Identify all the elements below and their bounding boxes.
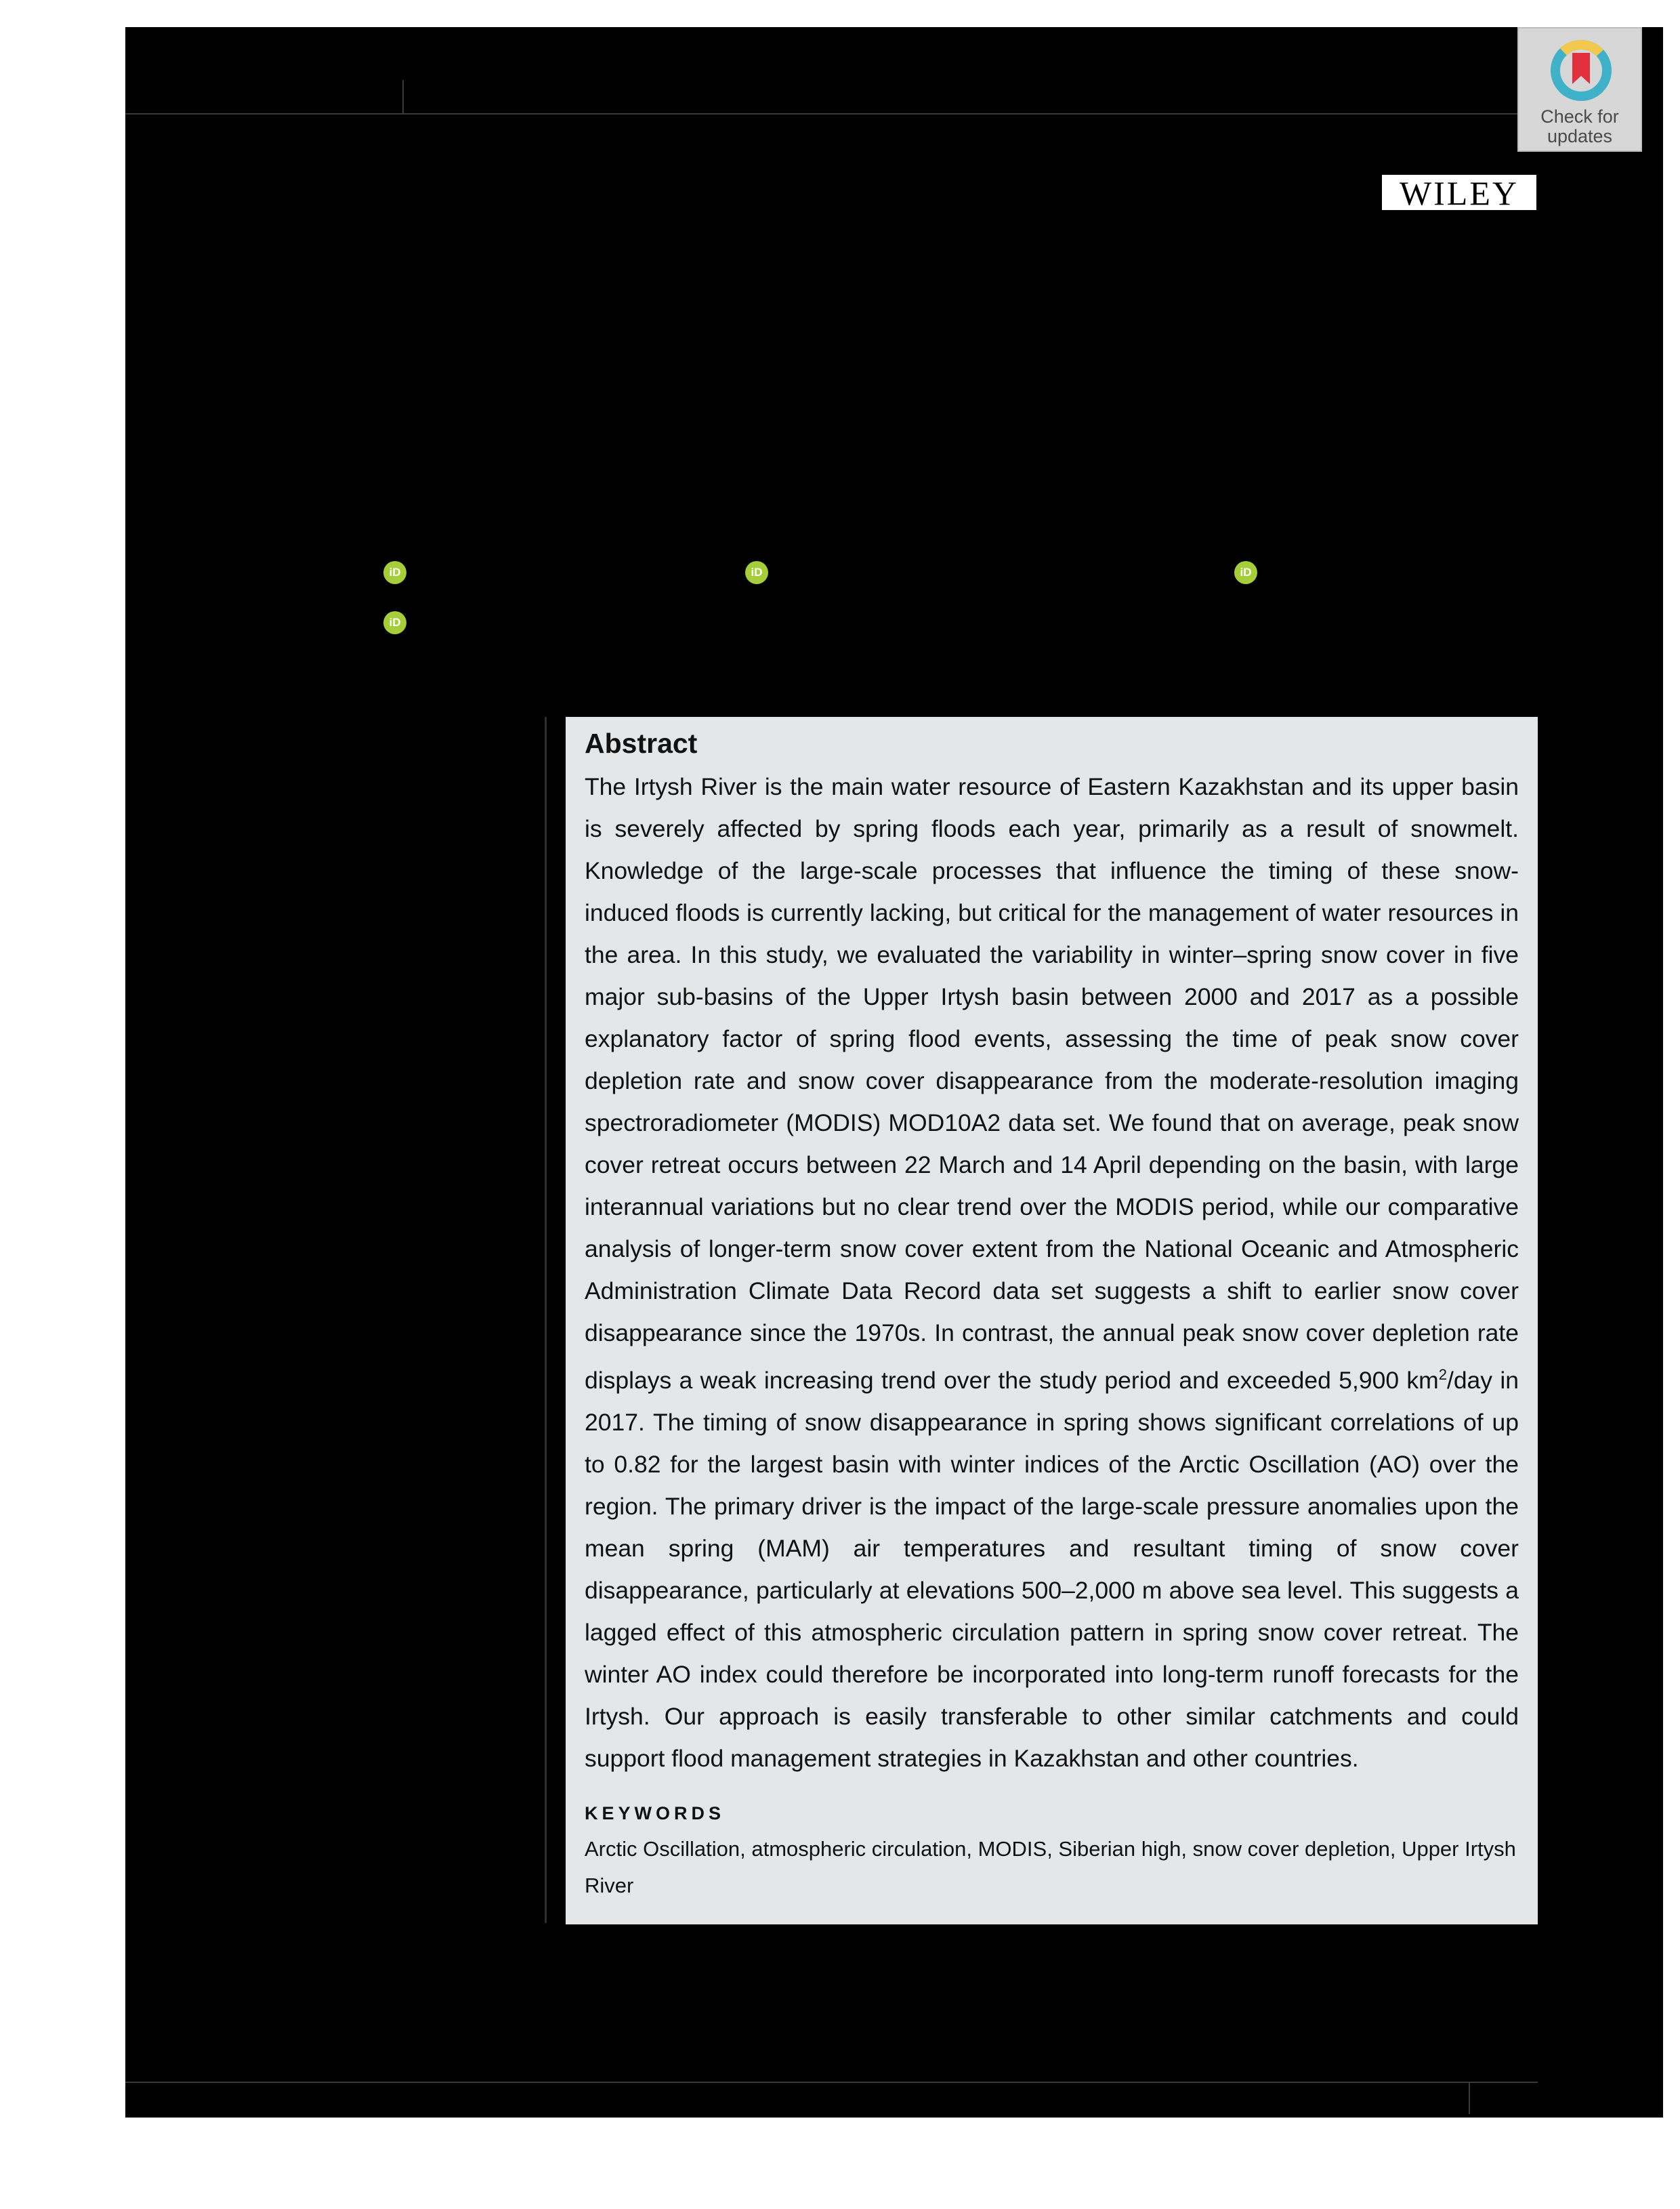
abstract-box — [566, 717, 1538, 1924]
footer-rule — [125, 2082, 1538, 2083]
abstract-heading: Abstract — [585, 728, 698, 759]
orcid-icon[interactable]: iD — [383, 611, 406, 634]
keywords-heading: KEYWORDS — [585, 1802, 726, 1823]
orcid-icon[interactable]: iD — [383, 561, 406, 584]
header-rule — [125, 113, 1517, 115]
superscript: 2 — [1438, 1366, 1447, 1383]
wiley-logo: WILEY — [1382, 175, 1536, 210]
abstract-text-part-2: /day in 2017. The timing of snow disappearance in spring shows significant correlations of up to 0.82 for the largest basin with winter indices of the Arctic Oscillation (AO) over the region. The primary driver is the impact of the large-scale pressure anomalies upon the mean spring (MAM) air temperatures and resultant timing of snow cover disappearance, particularly at elevations 500–2,000 m above sea level. This suggests a lagged effect of this atmospheric circulation pattern in spring snow cover retreat. The winter AO index could therefore be incorporated into long-term runoff forecasts for the Irtysh. Our approach is easily transferable to other similar catchments and could support flood management strategies in Kazakhstan and other countries. — [585, 1366, 1519, 1772]
crossmark-icon — [1547, 37, 1615, 104]
check-for-updates-badge[interactable] — [1517, 27, 1642, 152]
abstract-side-rule — [545, 717, 547, 1923]
abstract-text-part-1: The Irtysh River is the main water resource of Eastern Kazakhstan and its upper basin is severely affected by spring floods each year, primarily as a result of snowmelt. Knowledge of the large-scale processes that influence the timing of these snow-induced floods is currently lacking, but critical for the management of water resources in the area. In this study, we evaluated the variability in winter–spring snow cover in five major sub-basins of the Upper Irtysh basin between 2000 and 2017 as a possible explanatory factor of spring flood events, assessing the time of peak snow cover depletion rate and snow cover disappearance from the moderate-resolution imaging spectroradiometer (MODIS) MOD10A2 data set. We found that on average, peak snow cover retreat occurs between 22 March and 14 April depending on the basin, with large interannual variations but no clear trend over the MODIS period, while our comparative analysis of longer-term snow cover extent from the National Oceanic and Atmospheric Administration Climate Data Record data set suggests a shift to earlier snow cover disappearance since the 1970s. In contrast, the annual peak snow cover depletion rate displays a weak increasing trend over the study period and exceeded 5,900 km — [585, 773, 1519, 1394]
orcid-icon[interactable]: iD — [745, 561, 768, 584]
header-divider — [402, 80, 404, 114]
badge-line-2: updates — [1547, 126, 1613, 146]
orcid-icon[interactable]: iD — [1234, 561, 1257, 584]
abstract-text — [585, 766, 1519, 1779]
footer-divider — [1469, 2083, 1470, 2114]
keywords-list: Arctic Oscillation, atmospheric circulation, MODIS, Siberian high, snow cover depletion, Upper Irtysh River — [585, 1836, 1516, 1897]
badge-line-1: Check for — [1540, 106, 1619, 127]
